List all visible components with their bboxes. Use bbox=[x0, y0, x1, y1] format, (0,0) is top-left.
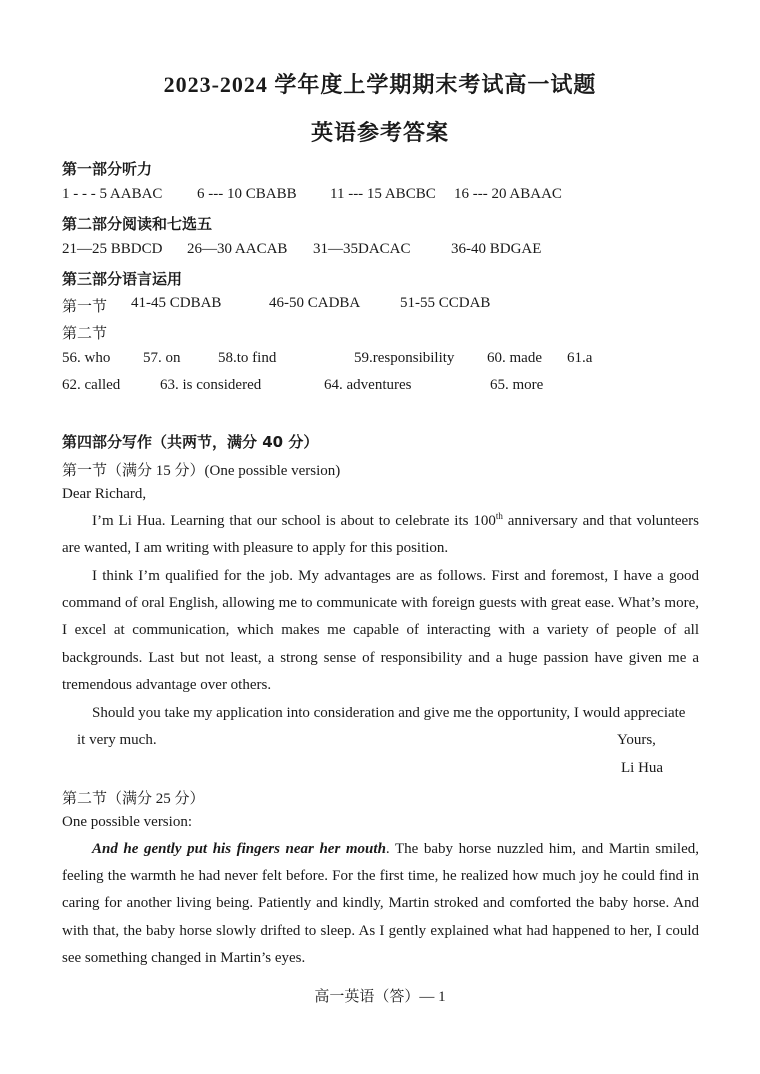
continuation-opening-sentence: And he gently put his fingers near her mouth bbox=[92, 841, 386, 857]
part3-heading: 第三部分语言运用 bbox=[62, 270, 183, 288]
continuation-text: . The baby horse nuzzled him, and Martin smiled, feeling the warmth he had never felt before. For the first time, he realized how much joy he could find in caring for another living being. Patiently and kindly, Martin stroked and comforted the baby horse. And with that, the baby horse slowly drifted to sleep. As I gently explained what had happened to her, I could see something changed in Martin’s eyes. bbox=[62, 841, 700, 966]
page-footer: 高一英语（答）— 1 bbox=[314, 989, 446, 1005]
part4-heading: 第四部分写作（共两节，满分 40 分） bbox=[62, 433, 319, 451]
blank-answer-61: 61.a bbox=[567, 350, 593, 366]
part3-s1-answer-2: 46-50 CADBA bbox=[269, 295, 361, 311]
part2-answer-2: 26—30 AACAB bbox=[187, 241, 288, 257]
page-title: 2023-2024 学年度上学期期末考试高一试题 bbox=[163, 72, 597, 97]
letter-signature: Li Hua bbox=[621, 760, 664, 776]
part1-answer-2: 6 --- 10 CBABB bbox=[197, 186, 297, 202]
part3-section2-label: 第二节 bbox=[62, 326, 108, 342]
letter-p1-text-b: anniversary and that volunteers are wanted, I am writing with pleasure to apply for this position. bbox=[62, 513, 699, 557]
part2-answer-4: 36-40 BDGAE bbox=[451, 241, 542, 257]
letter-p1-superscript: th bbox=[495, 511, 503, 521]
blank-answer-58: 58.to find bbox=[218, 350, 277, 366]
part3-s1-answer-1: 41-45 CDBAB bbox=[131, 295, 222, 311]
letter-paragraph-2: I think I’m qualified for the job. My advantages are as follows. First and foremost, I have a good command of oral English, allowing me to communicate with foreign guests with great ease. What’s more, I excel at communication, which makes me capable of interacting with a variety of people of all backgrounds. Last but not least, a strong sense of responsibility and a huge passion have given me a tremendous advantage over others. bbox=[62, 568, 699, 693]
letter-greeting: Dear Richard, bbox=[62, 486, 147, 502]
part2-answer-1: 21—25 BBDCD bbox=[62, 241, 163, 257]
letter-paragraph-1 bbox=[62, 508, 699, 562]
blank-answer-57: 57. on bbox=[143, 350, 181, 366]
part4-section2-label: 第二节（满分 25 分） bbox=[62, 791, 205, 807]
part3-section1-label: 第一节 bbox=[62, 299, 108, 315]
version-label: One possible version: bbox=[62, 814, 192, 830]
part2-heading: 第二部分阅读和七选五 bbox=[62, 215, 213, 233]
part1-answer-4: 16 --- 20 ABAAC bbox=[454, 186, 562, 202]
part1-answer-3: 11 --- 15 ABCBC bbox=[330, 186, 436, 202]
letter-paragraph-3-line2: it very much. bbox=[77, 732, 157, 748]
letter-p1-text-a: I’m Li Hua. Learning that our school is about to celebrate its 100 bbox=[92, 513, 496, 529]
part1-answer-1: 1 - - - 5 AABAC bbox=[62, 186, 163, 202]
letter-closing: Yours, bbox=[617, 732, 656, 748]
blank-answer-65: 65. more bbox=[490, 377, 544, 393]
part3-s1-answer-3: 51-55 CCDAB bbox=[400, 295, 491, 311]
blank-answer-62: 62. called bbox=[62, 377, 121, 393]
blank-answer-64: 64. adventures bbox=[324, 377, 412, 393]
blank-answer-56: 56. who bbox=[62, 350, 111, 366]
part4-section1-label: 第一节（满分 15 分）(One possible version) bbox=[62, 463, 341, 479]
part2-answer-3: 31—35DACAC bbox=[313, 241, 411, 257]
page-subtitle: 英语参考答案 bbox=[310, 120, 449, 145]
blank-answer-59: 59.responsibility bbox=[354, 350, 455, 366]
part1-heading: 第一部分听力 bbox=[62, 160, 153, 178]
letter-paragraph-3-line1: Should you take my application into consideration and give me the opportunity, I would appreciate bbox=[92, 705, 686, 721]
continuation-paragraph bbox=[62, 836, 699, 972]
blank-answer-63: 63. is considered bbox=[160, 377, 262, 393]
blank-answer-60: 60. made bbox=[487, 350, 542, 366]
